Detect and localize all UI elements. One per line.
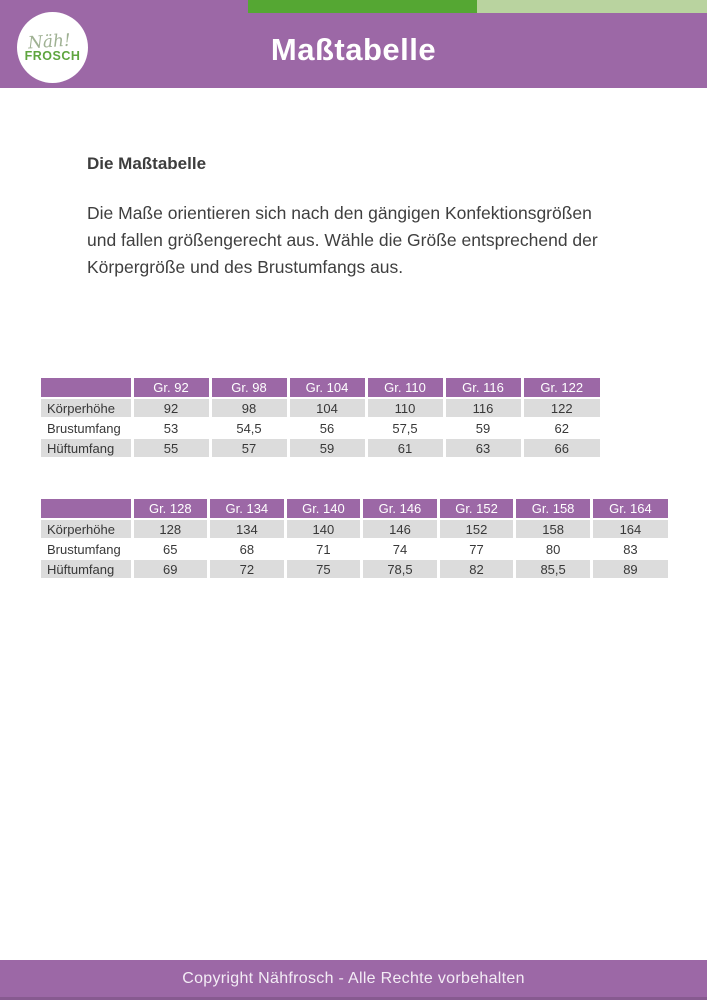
- measurement-cell: 82: [438, 559, 515, 579]
- page-title: Maßtabelle: [270, 32, 437, 67]
- size-column-header: Gr. 146: [362, 499, 439, 519]
- table-header-row: [41, 499, 668, 519]
- intro-paragraph-line: Die Maße orientieren sich nach den gängigen Konfektionsgrößen: [87, 203, 592, 223]
- measurement-cell: 62: [522, 418, 600, 438]
- logo-word-text: FROSCH: [24, 49, 81, 63]
- table-row: [41, 559, 668, 579]
- measurement-cell: 57,5: [366, 418, 444, 438]
- measurement-cell: 92: [132, 398, 210, 418]
- measurement-cell: 61: [366, 438, 444, 458]
- row-label: Hüftumfang: [41, 438, 132, 458]
- measurement-cell: 59: [444, 418, 522, 438]
- size-column-header: Gr. 116: [444, 378, 522, 398]
- corner-cell: [41, 378, 132, 398]
- measurement-cell: 65: [132, 539, 209, 559]
- measurement-cell: 164: [591, 519, 668, 539]
- measurement-cell: 69: [132, 559, 209, 579]
- measurement-cell: 57: [210, 438, 288, 458]
- logo-script-text: Näh!: [27, 30, 72, 54]
- header-stripe-light-green: [477, 0, 707, 13]
- measurement-cell: 55: [132, 438, 210, 458]
- intro-paragraph-line: Körpergröße und des Brustumfangs aus.: [87, 257, 404, 277]
- table-row: [41, 539, 668, 559]
- intro-section: [87, 154, 632, 281]
- measurement-cell: 66: [522, 438, 600, 458]
- measurement-cell: 89: [591, 559, 668, 579]
- measurement-cell: 63: [444, 438, 522, 458]
- table-row: [41, 398, 600, 418]
- size-column-header: Gr. 164: [591, 499, 668, 519]
- measurement-cell: 56: [288, 418, 366, 438]
- measurement-cell: 122: [522, 398, 600, 418]
- table-row: [41, 438, 600, 458]
- measurement-cell: 116: [444, 398, 522, 418]
- measurement-cell: 158: [515, 519, 592, 539]
- measurement-cell: 72: [209, 559, 286, 579]
- measurement-cell: 98: [210, 398, 288, 418]
- header-stripe-dark-green: [248, 0, 477, 13]
- measurement-cell: 53: [132, 418, 210, 438]
- page-header: [0, 0, 707, 88]
- measurement-cell: 71: [285, 539, 362, 559]
- measurement-cell: 59: [288, 438, 366, 458]
- measurement-cell: 146: [362, 519, 439, 539]
- measurement-cell: 77: [438, 539, 515, 559]
- measurement-cell: 54,5: [210, 418, 288, 438]
- row-label: Körperhöhe: [41, 398, 132, 418]
- page-footer: [0, 960, 707, 1000]
- size-column-header: Gr. 152: [438, 499, 515, 519]
- row-label: Brustumfang: [41, 539, 132, 559]
- measurement-cell: 78,5: [362, 559, 439, 579]
- copyright-text: Copyright Nähfrosch - Alle Rechte vorbehalten: [182, 969, 525, 987]
- size-column-header: Gr. 158: [515, 499, 592, 519]
- size-column-header: Gr. 98: [210, 378, 288, 398]
- size-column-header: Gr. 128: [132, 499, 209, 519]
- size-table-small: [41, 378, 600, 459]
- measurement-cell: 83: [591, 539, 668, 559]
- size-column-header: Gr. 92: [132, 378, 210, 398]
- size-column-header: Gr. 110: [366, 378, 444, 398]
- measurement-cell: 152: [438, 519, 515, 539]
- intro-heading: Die Maßtabelle: [87, 154, 207, 173]
- size-table-large: [41, 499, 668, 580]
- size-column-header: Gr. 140: [285, 499, 362, 519]
- intro-paragraph-line: und fallen größengerecht aus. Wähle die Größe entsprechend der: [87, 230, 598, 250]
- measurement-cell: 80: [515, 539, 592, 559]
- corner-cell: [41, 499, 132, 519]
- measurement-cell: 68: [209, 539, 286, 559]
- measurement-cell: 128: [132, 519, 209, 539]
- table-row: [41, 418, 600, 438]
- measurement-cell: 104: [288, 398, 366, 418]
- measurement-cell: 85,5: [515, 559, 592, 579]
- size-column-header: Gr. 104: [288, 378, 366, 398]
- measurement-cell: 110: [366, 398, 444, 418]
- size-column-header: Gr. 122: [522, 378, 600, 398]
- measurement-cell: 74: [362, 539, 439, 559]
- measurement-cell: 75: [285, 559, 362, 579]
- measurement-cell: 140: [285, 519, 362, 539]
- table-header-row: [41, 378, 600, 398]
- measurement-cell: 134: [209, 519, 286, 539]
- row-label: Brustumfang: [41, 418, 132, 438]
- size-column-header: Gr. 134: [209, 499, 286, 519]
- row-label: Hüftumfang: [41, 559, 132, 579]
- table-row: [41, 519, 668, 539]
- row-label: Körperhöhe: [41, 519, 132, 539]
